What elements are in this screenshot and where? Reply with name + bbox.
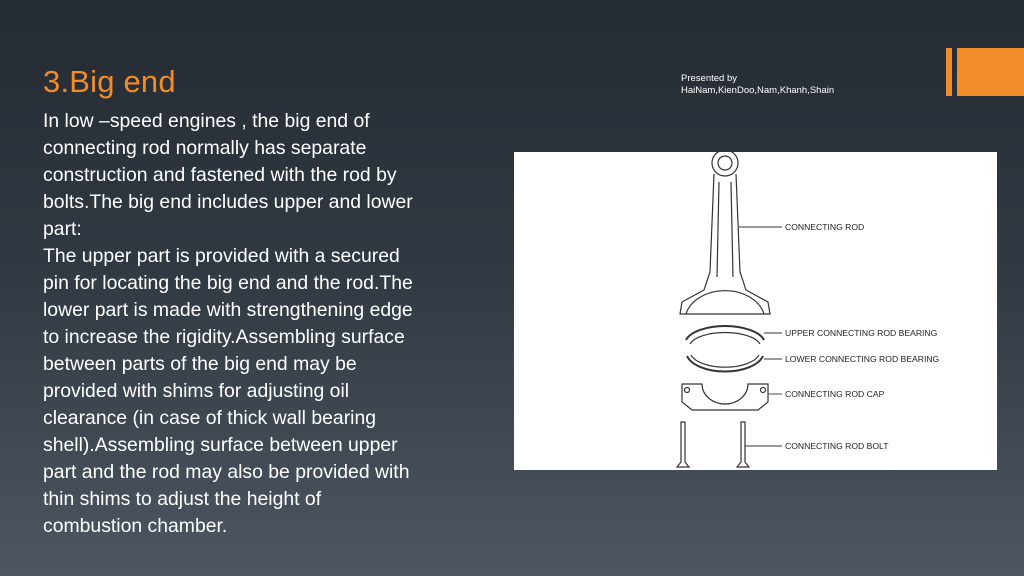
rod-cap [682,384,768,410]
rod-shank [680,174,770,314]
connecting-rod-drawing [514,152,997,470]
presenter-credit [681,73,834,97]
small-end-bore [718,156,732,170]
cap-hole-left [685,388,690,393]
lower-bearing-inner [691,355,759,367]
presenter-names: HaiNam,KienDoo,Nam,Khanh,Shain [681,85,835,96]
body-line: pin for locating the big end and the rod.The [43,272,413,294]
body-line: The upper part is provided with a secured [43,245,400,267]
body-line: to increase the rigidity.Assembling surface [43,326,405,348]
body-line: bolts.The big end includes upper and lower [43,191,413,213]
lower-bearing-shell [687,356,763,372]
body-line: In low –speed engines , the big end of [43,110,370,132]
label-rod-bolt: CONNECTING ROD BOLT [785,441,889,451]
label-upper-bearing: UPPER CONNECTING ROD BEARING [785,328,938,338]
slide-title: 3.Big end [43,64,176,99]
upper-bearing-inner [690,333,760,344]
slide-body [43,108,513,540]
connecting-rod-diagram [514,152,997,470]
accent-bar [946,48,1024,96]
label-lower-bearing: LOWER CONNECTING ROD BEARING [785,354,940,364]
body-line: construction and fastened with the rod by [43,164,397,186]
body-line: connecting rod normally has separate [43,137,367,159]
body-line: between parts of the big end may be [43,353,357,375]
rod-bolt-left [677,422,689,467]
presenter-label: Presented by [681,73,737,84]
body-line: thin shims to adjust the height of [43,488,322,510]
body-line: part and the rod may also be provided with [43,461,410,483]
body-line: clearance (in case of thick wall bearing [43,407,377,429]
body-line: combustion chamber. [43,515,228,537]
label-rod-cap: CONNECTING ROD CAP [785,389,885,399]
cap-hole-right [761,388,766,393]
label-connecting-rod: CONNECTING ROD [785,222,865,232]
accent-bar-thick [957,48,1024,96]
accent-bar-thin [946,48,952,96]
big-end-upper-arc [686,291,764,314]
body-line: lower part is made with strengthening edge [43,299,413,321]
body-line: provided with shims for adjusting oil [43,380,350,402]
rod-shank-rib [717,182,733,277]
rod-bolt-right [737,422,749,467]
body-line: part: [43,218,82,240]
body-line: shell).Assembling surface between upper [43,434,398,456]
